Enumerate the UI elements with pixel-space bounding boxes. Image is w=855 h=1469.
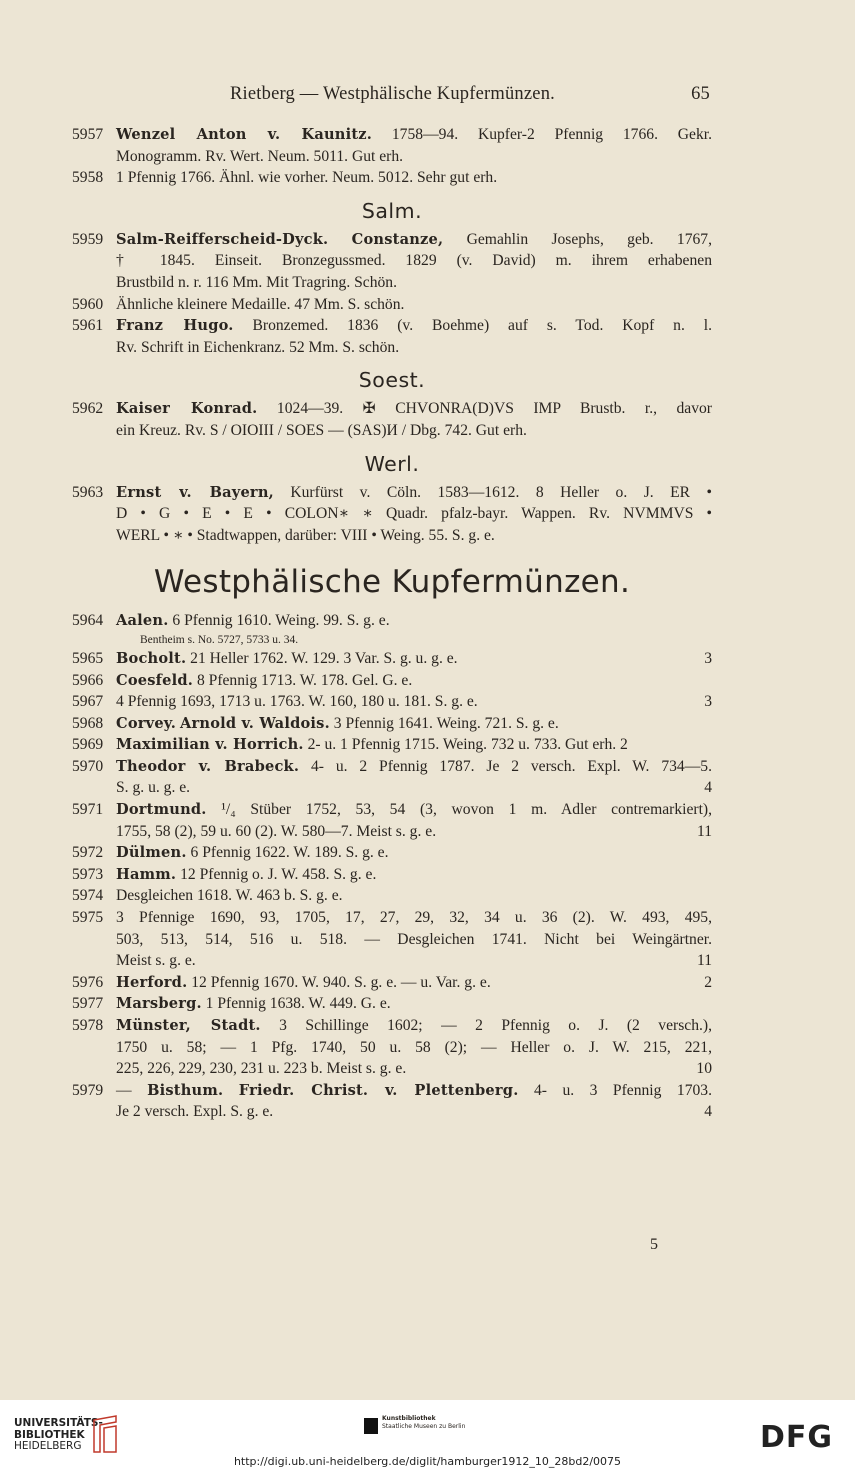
catalog-entry: [72, 294, 712, 316]
catalog-entry: [72, 398, 712, 441]
entry-line: Münster, Stadt. 3 Schillinge 1602; — 2 Pfennig o. J. (2 versch.),: [116, 1017, 712, 1034]
entry-line: 1755, 58 (2), 59 u. 60 (2). W. 580—7. Meist s. g. e. 11: [116, 821, 712, 843]
catalog-entry: [72, 482, 712, 547]
entry-line: 1 Pfennig 1766. Ähnl. wie vorher. Neum. 5012. Sehr gut erh.: [116, 169, 498, 187]
entry-line: 1750 u. 58; — 1 Pfg. 1740, 50 u. 58 (2); — Heller o. J. W. 215, 221,: [116, 1038, 712, 1056]
entry-line: Coesfeld. 8 Pfennig 1713. W. 178. Gel. G. e.: [116, 671, 413, 689]
entry-line: Dülmen. 6 Pfennig 1622. W. 189. S. g. e.: [116, 844, 389, 862]
entry-price: 4: [704, 779, 712, 797]
kunstbibliothek-label: [382, 1415, 465, 1431]
catalog-entry: [72, 864, 712, 886]
catalog-entry: [72, 885, 712, 907]
catalog-entry: [72, 713, 712, 735]
entry-number: 5970: [72, 757, 104, 775]
entry-line: WERL • ∗ • Stadtwappen, darüber: VIII • Weing. 55. S. g. e.: [116, 526, 495, 544]
entry-line: — Bisthum. Friedr. Christ. v. Plettenberg. 4- u. 3 Pfennig 1703.: [116, 1081, 712, 1099]
running-head-title: Rietberg — Westphälische Kupfermünzen.: [230, 84, 555, 104]
entry-line: Monogramm. Rv. Wert. Neum. 5011. Gut erh.: [116, 147, 404, 165]
entry-line: Kaiser Konrad. 1024—39. ✠ CHVONRA(D)VS IMP Brustb. r., davor: [116, 400, 712, 418]
entry-number: 5973: [72, 865, 104, 883]
entry-line: Brustbild n. r. 116 Mm. Mit Tragring. Schön.: [116, 273, 398, 291]
entry-line: Theodor v. Brabeck. 4- u. 2 Pfennig 1787. Je 2 versch. Expl. W. 734—5.: [116, 757, 712, 775]
catalog-entry: [72, 648, 712, 670]
catalog-entry: [72, 907, 712, 972]
kb-line-2: Staatliche Museen zu Berlin: [382, 1423, 466, 1430]
catalog-entry: [72, 842, 712, 864]
entry-line: † 1845. Einseit. Bronzegussmed. 1829 (v. David) m. ihrem erhabenen: [116, 252, 712, 270]
entry-line: ein Kreuz. Rv. S / OIOIII / SOES — (SAS)И / Dbg. 742. Gut erh.: [116, 421, 527, 439]
entry-price: 10: [696, 1060, 712, 1078]
entry-line: 3 Pfennige 1690, 93, 1705, 17, 27, 29, 32, 34 u. 36 (2). W. 493, 495,: [116, 909, 712, 927]
entry-line: 225, 226, 229, 230, 231 u. 223 b. Meist s. g. e. 10: [116, 1058, 712, 1080]
entry-number: 5969: [72, 736, 104, 754]
catalog-body: [72, 124, 712, 1123]
catalog-entry: [72, 167, 712, 189]
entry-line: Marsberg. 1 Pfennig 1638. W. 449. G. e.: [116, 995, 391, 1013]
entries-werl: [72, 482, 712, 547]
uni-line-3: HEIDELBERG: [14, 1440, 82, 1452]
entry-number: 5964: [72, 612, 104, 630]
entry-line: Ähnliche kleinere Medaille. 47 Mm. S. schön.: [116, 295, 405, 313]
entry-line: Rv. Schrift in Eichenkranz. 52 Mm. S. schön.: [116, 338, 400, 356]
entry-price: 3: [704, 649, 712, 667]
entry-line: Dortmund. ¹/₄ Stüber 1752, 53, 54 (3, wovon 1 m. Adler contremarkiert),: [116, 801, 712, 819]
entry-number: 5959: [72, 230, 104, 248]
entry-line: Franz Hugo. Bronzemed. 1836 (v. Boehme) auf s. Tod. Kopf n. l.: [116, 317, 713, 335]
permalink-url[interactable]: http://digi.ub.uni-heidelberg.de/diglit/hamburger1912_10_28bd2/0075: [233, 1455, 622, 1468]
catalog-entry: [72, 799, 712, 842]
entry-line: Herford. 12 Pfennig 1670. W. 940. S. g. e. — u. Var. g. e. 2: [116, 972, 712, 994]
entry-number: 5965: [72, 649, 104, 667]
catalog-entry: [72, 756, 712, 799]
entry-number: 5978: [72, 1017, 104, 1034]
catalog-entry: [72, 610, 712, 632]
catalog-entry: [72, 1080, 712, 1123]
entry-price: 11: [696, 822, 712, 840]
catalog-entry: [72, 1015, 712, 1080]
entry-number: 5963: [72, 483, 104, 501]
entry-line: 503, 513, 514, 516 u. 518. — Desgleichen 1741. Nicht bei Weingärtner.: [116, 930, 712, 948]
catalog-entry: [72, 972, 712, 994]
entry-number: 5974: [72, 887, 104, 905]
kunstbibliothek-logo-icon: [364, 1418, 378, 1434]
signature-mark: 5: [650, 1236, 658, 1253]
entries-salm: [72, 229, 712, 359]
page-number: 65: [691, 84, 710, 104]
dfg-logo: DFG: [760, 1420, 834, 1455]
entry-line: Je 2 versch. Expl. S. g. e. 4: [116, 1101, 712, 1123]
entry-line: Maximilian v. Horrich. 2- u. 1 Pfennig 1715. Weing. 732 u. 733. Gut erh. 2: [116, 736, 628, 754]
entry-line: Meist s. g. e. 11: [116, 950, 712, 972]
entry-number: 5975: [72, 909, 104, 927]
cross-reference-note: Bentheim s. No. 5727, 5733 u. 34.: [140, 633, 299, 646]
catalog-entry: [72, 670, 712, 692]
entries-rietberg: [72, 124, 712, 189]
entry-line: Salm-Reifferscheid-Dyck. Constanze, Gemahlin Josephs, geb. 1767,: [116, 230, 712, 248]
catalog-entry: [72, 124, 712, 167]
entry-number: 5962: [72, 400, 104, 418]
entry-number: 5976: [72, 973, 104, 991]
entries-westphalia: [72, 610, 712, 1123]
footer-bar: [0, 1400, 855, 1469]
entry-line: D • G • E • E • COLON∗ ∗ Quadr. pfalz-bayr. Wappen. Rv. NVMMVS •: [116, 505, 712, 523]
catalog-entry: [72, 691, 712, 713]
entry-line: S. g. u. g. e. 4: [116, 777, 712, 799]
entry-number: 5966: [72, 671, 104, 689]
entry-number: 5961: [72, 317, 104, 335]
catalog-entry: [72, 993, 712, 1015]
section-heading-salm: Salm.: [361, 198, 423, 223]
entry-number: 5972: [72, 844, 104, 862]
uni-line-1: UNIVERSITÄTS-: [14, 1417, 103, 1429]
entry-line: Ernst v. Bayern, Kurfürst v. Cöln. 1583—1612. 8 Heller o. J. ER •: [116, 483, 712, 501]
entry-price: 11: [696, 952, 712, 970]
entry-number: 5957: [72, 126, 104, 143]
catalog-entry: [72, 229, 712, 294]
entry-number: 5971: [72, 801, 104, 819]
entry-line: Aalen. 6 Pfennig 1610. Weing. 99. S. g. e.: [116, 612, 390, 630]
entry-line: Bocholt. 21 Heller 1762. W. 129. 3 Var. S. g. u. g. e. 3: [116, 648, 712, 670]
uni-line-2: BIBLIOTHEK: [14, 1428, 85, 1441]
entry-line: Hamm. 12 Pfennig o. J. W. 458. S. g. e.: [116, 865, 377, 883]
kb-line-1: Kunstbibliothek: [382, 1415, 436, 1422]
entry-line: 4 Pfennig 1693, 1713 u. 1763. W. 160, 180 u. 181. S. g. e. 3: [116, 691, 712, 713]
entry-price: 4: [704, 1103, 712, 1121]
entries-soest: [72, 398, 712, 441]
entry-number: 5979: [72, 1081, 104, 1099]
catalog-entry: [72, 734, 712, 756]
entry-price: 2: [704, 973, 712, 991]
entry-line: Desgleichen 1618. W. 463 b. S. g. e.: [116, 887, 343, 905]
entry-line: Wenzel Anton v. Kaunitz. 1758—94. Kupfer-2 Pfennig 1766. Gekr.: [116, 126, 712, 143]
heidelberg-logo-icon: [90, 1414, 120, 1454]
entry-number: 5960: [72, 295, 104, 313]
entry-number: 5967: [72, 693, 104, 711]
main-heading: Westphälische Kupfermünzen.: [153, 564, 631, 601]
section-heading-soest: Soest.: [358, 368, 426, 393]
section-heading-werl: Werl.: [364, 451, 420, 476]
entry-number: 5958: [72, 169, 104, 187]
entry-number: 5968: [72, 714, 104, 732]
entry-line: Corvey. Arnold v. Waldois. 3 Pfennig 1641. Weing. 721. S. g. e.: [116, 714, 559, 732]
entry-price: 3: [704, 693, 712, 711]
entry-number: 5977: [72, 995, 104, 1013]
catalog-entry: [72, 315, 712, 358]
